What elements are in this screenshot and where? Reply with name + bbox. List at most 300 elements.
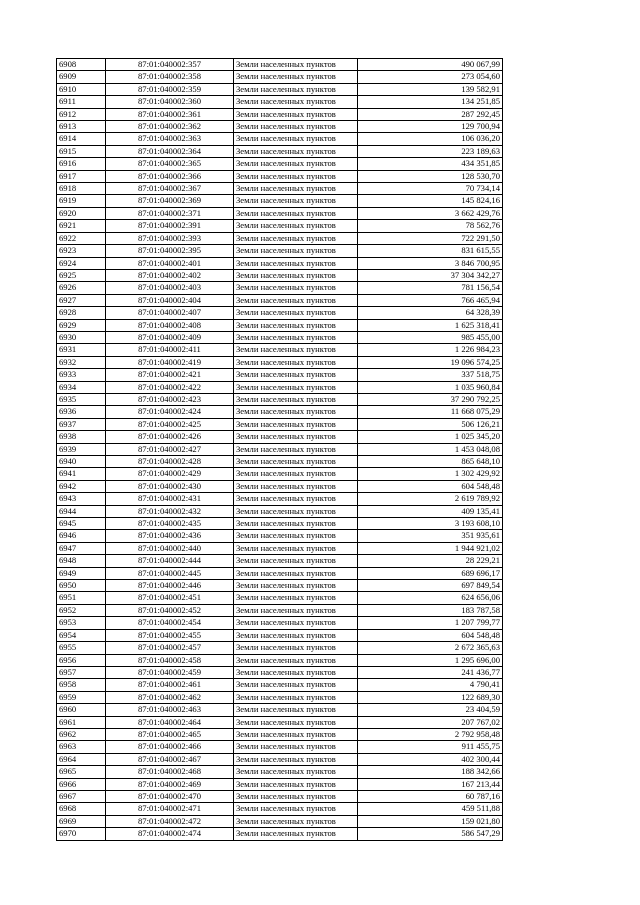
- table-row: [57, 592, 503, 604]
- land-category-cell: Земли населенных пунктов: [234, 59, 358, 71]
- land-category-cell: Земли населенных пунктов: [234, 406, 358, 418]
- row-number-cell: 6945: [57, 518, 106, 530]
- cadastral-number-cell: 87:01:040002:363: [106, 133, 234, 145]
- cadastral-value-cell: 1 944 921,02: [358, 542, 503, 554]
- cadastral-number-cell: 87:01:040002:461: [106, 679, 234, 691]
- row-number-cell: 6933: [57, 369, 106, 381]
- row-number-cell: 6931: [57, 344, 106, 356]
- row-number-cell: 6957: [57, 666, 106, 678]
- cadastral-number-cell: 87:01:040002:426: [106, 431, 234, 443]
- cadastral-value-cell: 188 342,66: [358, 766, 503, 778]
- land-category-cell: Земли населенных пунктов: [234, 170, 358, 182]
- table-row: [57, 431, 503, 443]
- cadastral-value-cell: 106 036,20: [358, 133, 503, 145]
- row-number-cell: 6918: [57, 183, 106, 195]
- land-category-cell: Земли населенных пунктов: [234, 741, 358, 753]
- table-row: [57, 741, 503, 753]
- land-category-cell: Земли населенных пунктов: [234, 220, 358, 232]
- cadastral-value-cell: 781 156,54: [358, 282, 503, 294]
- cadastral-number-cell: 87:01:040002:408: [106, 319, 234, 331]
- table-row: [57, 356, 503, 368]
- cadastral-number-cell: 87:01:040002:472: [106, 815, 234, 827]
- cadastral-number-cell: 87:01:040002:455: [106, 629, 234, 641]
- row-number-cell: 6949: [57, 567, 106, 579]
- cadastral-value-cell: 1 025 345,20: [358, 431, 503, 443]
- land-category-cell: Земли населенных пунктов: [234, 505, 358, 517]
- land-category-cell: Земли населенных пунктов: [234, 654, 358, 666]
- table-body: [57, 59, 503, 841]
- cadastral-value-cell: 183 787,58: [358, 604, 503, 616]
- cadastral-number-cell: 87:01:040002:369: [106, 195, 234, 207]
- land-category-cell: Земли населенных пунктов: [234, 691, 358, 703]
- row-number-cell: 6908: [57, 59, 106, 71]
- cadastral-value-cell: 1 453 048,08: [358, 443, 503, 455]
- cadastral-value-cell: 3 662 429,76: [358, 207, 503, 219]
- table-row: [57, 83, 503, 95]
- cadastral-value-cell: 604 548,48: [358, 629, 503, 641]
- row-number-cell: 6936: [57, 406, 106, 418]
- cadastral-value-cell: 1 207 799,77: [358, 617, 503, 629]
- table-row: [57, 654, 503, 666]
- land-category-cell: Земли населенных пунктов: [234, 344, 358, 356]
- row-number-cell: 6934: [57, 381, 106, 393]
- cadastral-value-cell: 434 351,85: [358, 158, 503, 170]
- table-row: [57, 728, 503, 740]
- table-row: [57, 331, 503, 343]
- cadastral-value-cell: 64 328,39: [358, 307, 503, 319]
- table-row: [57, 778, 503, 790]
- cadastral-value-cell: 1 226 984,23: [358, 344, 503, 356]
- row-number-cell: 6928: [57, 307, 106, 319]
- cadastral-number-cell: 87:01:040002:371: [106, 207, 234, 219]
- cadastral-number-cell: 87:01:040002:365: [106, 158, 234, 170]
- row-number-cell: 6970: [57, 828, 106, 840]
- table-row: [57, 828, 503, 840]
- cadastral-table: [56, 58, 503, 841]
- land-category-cell: Земли населенных пунктов: [234, 480, 358, 492]
- cadastral-value-cell: 223 189,63: [358, 145, 503, 157]
- row-number-cell: 6948: [57, 555, 106, 567]
- cadastral-value-cell: 865 648,10: [358, 456, 503, 468]
- land-category-cell: Земли населенных пунктов: [234, 542, 358, 554]
- cadastral-value-cell: 1 302 429,92: [358, 468, 503, 480]
- table-row: [57, 170, 503, 182]
- cadastral-number-cell: 87:01:040002:421: [106, 369, 234, 381]
- cadastral-value-cell: 145 824,16: [358, 195, 503, 207]
- table-row: [57, 642, 503, 654]
- cadastral-number-cell: 87:01:040002:451: [106, 592, 234, 604]
- table-row: [57, 518, 503, 530]
- row-number-cell: 6944: [57, 505, 106, 517]
- cadastral-value-cell: 23 404,59: [358, 704, 503, 716]
- table-row: [57, 629, 503, 641]
- cadastral-number-cell: 87:01:040002:393: [106, 232, 234, 244]
- row-number-cell: 6935: [57, 393, 106, 405]
- land-category-cell: Земли населенных пунктов: [234, 803, 358, 815]
- cadastral-value-cell: 159 021,80: [358, 815, 503, 827]
- row-number-cell: 6943: [57, 493, 106, 505]
- land-category-cell: Земли населенных пунктов: [234, 108, 358, 120]
- cadastral-number-cell: 87:01:040002:446: [106, 580, 234, 592]
- table-row: [57, 59, 503, 71]
- cadastral-value-cell: 134 251,85: [358, 96, 503, 108]
- cadastral-value-cell: 490 067,99: [358, 59, 503, 71]
- cadastral-value-cell: 2 672 365,63: [358, 642, 503, 654]
- land-category-cell: Земли населенных пунктов: [234, 269, 358, 281]
- cadastral-number-cell: 87:01:040002:468: [106, 766, 234, 778]
- cadastral-number-cell: 87:01:040002:359: [106, 83, 234, 95]
- row-number-cell: 6968: [57, 803, 106, 815]
- table-row: [57, 344, 503, 356]
- row-number-cell: 6966: [57, 778, 106, 790]
- cadastral-number-cell: 87:01:040002:403: [106, 282, 234, 294]
- row-number-cell: 6923: [57, 245, 106, 257]
- row-number-cell: 6916: [57, 158, 106, 170]
- row-number-cell: 6959: [57, 691, 106, 703]
- row-number-cell: 6939: [57, 443, 106, 455]
- table-row: [57, 691, 503, 703]
- cadastral-value-cell: 207 767,02: [358, 716, 503, 728]
- table-row: [57, 158, 503, 170]
- row-number-cell: 6951: [57, 592, 106, 604]
- cadastral-value-cell: 3 193 608,10: [358, 518, 503, 530]
- row-number-cell: 6915: [57, 145, 106, 157]
- cadastral-number-cell: 87:01:040002:391: [106, 220, 234, 232]
- row-number-cell: 6953: [57, 617, 106, 629]
- table-row: [57, 71, 503, 83]
- table-row: [57, 567, 503, 579]
- table-row: [57, 505, 503, 517]
- cadastral-value-cell: 37 290 792,25: [358, 393, 503, 405]
- cadastral-number-cell: 87:01:040002:360: [106, 96, 234, 108]
- cadastral-value-cell: 241 436,77: [358, 666, 503, 678]
- table-row: [57, 121, 503, 133]
- cadastral-number-cell: 87:01:040002:427: [106, 443, 234, 455]
- table-row: [57, 319, 503, 331]
- land-category-cell: Земли населенных пунктов: [234, 307, 358, 319]
- land-category-cell: Земли населенных пунктов: [234, 369, 358, 381]
- row-number-cell: 6919: [57, 195, 106, 207]
- row-number-cell: 6965: [57, 766, 106, 778]
- cadastral-value-cell: 402 300,44: [358, 753, 503, 765]
- cadastral-value-cell: 11 668 075,29: [358, 406, 503, 418]
- table-row: [57, 666, 503, 678]
- land-category-cell: Земли населенных пунктов: [234, 828, 358, 840]
- cadastral-number-cell: 87:01:040002:402: [106, 269, 234, 281]
- table-row: [57, 145, 503, 157]
- cadastral-value-cell: 697 849,54: [358, 580, 503, 592]
- table-row: [57, 803, 503, 815]
- land-category-cell: Земли населенных пунктов: [234, 443, 358, 455]
- cadastral-number-cell: 87:01:040002:471: [106, 803, 234, 815]
- cadastral-number-cell: 87:01:040002:407: [106, 307, 234, 319]
- table-row: [57, 108, 503, 120]
- table-row: [57, 96, 503, 108]
- cadastral-number-cell: 87:01:040002:364: [106, 145, 234, 157]
- cadastral-number-cell: 87:01:040002:454: [106, 617, 234, 629]
- cadastral-number-cell: 87:01:040002:464: [106, 716, 234, 728]
- cadastral-value-cell: 128 530,70: [358, 170, 503, 182]
- cadastral-value-cell: 506 126,21: [358, 418, 503, 430]
- land-category-cell: Земли населенных пунктов: [234, 567, 358, 579]
- land-category-cell: Земли населенных пунктов: [234, 728, 358, 740]
- cadastral-number-cell: 87:01:040002:401: [106, 257, 234, 269]
- cadastral-number-cell: 87:01:040002:469: [106, 778, 234, 790]
- cadastral-number-cell: 87:01:040002:474: [106, 828, 234, 840]
- cadastral-value-cell: 689 696,17: [358, 567, 503, 579]
- land-category-cell: Земли населенных пунктов: [234, 431, 358, 443]
- cadastral-value-cell: 273 054,60: [358, 71, 503, 83]
- cadastral-value-cell: 167 213,44: [358, 778, 503, 790]
- row-number-cell: 6938: [57, 431, 106, 443]
- table-row: [57, 679, 503, 691]
- cadastral-value-cell: 3 846 700,95: [358, 257, 503, 269]
- row-number-cell: 6955: [57, 642, 106, 654]
- cadastral-value-cell: 78 562,76: [358, 220, 503, 232]
- table-row: [57, 406, 503, 418]
- row-number-cell: 6930: [57, 331, 106, 343]
- land-category-cell: Земли населенных пунктов: [234, 815, 358, 827]
- cadastral-value-cell: 722 291,50: [358, 232, 503, 244]
- cadastral-number-cell: 87:01:040002:466: [106, 741, 234, 753]
- table-row: [57, 443, 503, 455]
- row-number-cell: 6956: [57, 654, 106, 666]
- land-category-cell: Земли населенных пунктов: [234, 592, 358, 604]
- cadastral-number-cell: 87:01:040002:431: [106, 493, 234, 505]
- cadastral-number-cell: 87:01:040002:462: [106, 691, 234, 703]
- row-number-cell: 6947: [57, 542, 106, 554]
- land-category-cell: Земли населенных пунктов: [234, 121, 358, 133]
- cadastral-number-cell: 87:01:040002:445: [106, 567, 234, 579]
- row-number-cell: 6911: [57, 96, 106, 108]
- table-row: [57, 493, 503, 505]
- table-row: [57, 753, 503, 765]
- table-row: [57, 456, 503, 468]
- land-category-cell: Земли населенных пунктов: [234, 183, 358, 195]
- table-row: [57, 480, 503, 492]
- cadastral-number-cell: 87:01:040002:436: [106, 530, 234, 542]
- row-number-cell: 6967: [57, 790, 106, 802]
- cadastral-value-cell: 1 295 696,00: [358, 654, 503, 666]
- cadastral-number-cell: 87:01:040002:357: [106, 59, 234, 71]
- cadastral-value-cell: 4 790,41: [358, 679, 503, 691]
- cadastral-value-cell: 70 734,14: [358, 183, 503, 195]
- cadastral-value-cell: 624 656,06: [358, 592, 503, 604]
- land-category-cell: Земли населенных пунктов: [234, 753, 358, 765]
- land-category-cell: Земли населенных пунктов: [234, 282, 358, 294]
- table-row: [57, 294, 503, 306]
- land-category-cell: Земли населенных пунктов: [234, 294, 358, 306]
- cadastral-number-cell: 87:01:040002:452: [106, 604, 234, 616]
- cadastral-number-cell: 87:01:040002:395: [106, 245, 234, 257]
- land-category-cell: Земли населенных пунктов: [234, 207, 358, 219]
- cadastral-number-cell: 87:01:040002:429: [106, 468, 234, 480]
- land-category-cell: Земли населенных пунктов: [234, 790, 358, 802]
- row-number-cell: 6929: [57, 319, 106, 331]
- cadastral-value-cell: 351 935,61: [358, 530, 503, 542]
- table-row: [57, 790, 503, 802]
- row-number-cell: 6962: [57, 728, 106, 740]
- land-category-cell: Земли населенных пунктов: [234, 71, 358, 83]
- land-category-cell: Земли населенных пунктов: [234, 530, 358, 542]
- land-category-cell: Земли населенных пунктов: [234, 356, 358, 368]
- land-category-cell: Земли населенных пунктов: [234, 96, 358, 108]
- table-row: [57, 604, 503, 616]
- cadastral-number-cell: 87:01:040002:422: [106, 381, 234, 393]
- cadastral-number-cell: 87:01:040002:424: [106, 406, 234, 418]
- cadastral-value-cell: 766 465,94: [358, 294, 503, 306]
- table-row: [57, 393, 503, 405]
- land-category-cell: Земли населенных пунктов: [234, 195, 358, 207]
- row-number-cell: 6917: [57, 170, 106, 182]
- cadastral-value-cell: 60 787,16: [358, 790, 503, 802]
- land-category-cell: Земли населенных пунктов: [234, 145, 358, 157]
- land-category-cell: Земли населенных пунктов: [234, 232, 358, 244]
- row-number-cell: 6910: [57, 83, 106, 95]
- table-row: [57, 369, 503, 381]
- row-number-cell: 6950: [57, 580, 106, 592]
- table-row: [57, 245, 503, 257]
- land-category-cell: Земли населенных пунктов: [234, 418, 358, 430]
- cadastral-value-cell: 2 619 789,92: [358, 493, 503, 505]
- table-row: [57, 468, 503, 480]
- row-number-cell: 6952: [57, 604, 106, 616]
- cadastral-number-cell: 87:01:040002:458: [106, 654, 234, 666]
- row-number-cell: 6921: [57, 220, 106, 232]
- cadastral-number-cell: 87:01:040002:440: [106, 542, 234, 554]
- table-row: [57, 195, 503, 207]
- table-row: [57, 381, 503, 393]
- land-category-cell: Земли населенных пунктов: [234, 319, 358, 331]
- document-page: [56, 58, 502, 841]
- row-number-cell: 6912: [57, 108, 106, 120]
- table-row: [57, 183, 503, 195]
- row-number-cell: 6926: [57, 282, 106, 294]
- land-category-cell: Земли населенных пунктов: [234, 468, 358, 480]
- cadastral-number-cell: 87:01:040002:367: [106, 183, 234, 195]
- land-category-cell: Земли населенных пунктов: [234, 133, 358, 145]
- land-category-cell: Земли населенных пунктов: [234, 617, 358, 629]
- row-number-cell: 6964: [57, 753, 106, 765]
- cadastral-number-cell: 87:01:040002:411: [106, 344, 234, 356]
- cadastral-value-cell: 1 035 960,84: [358, 381, 503, 393]
- row-number-cell: 6954: [57, 629, 106, 641]
- cadastral-number-cell: 87:01:040002:465: [106, 728, 234, 740]
- cadastral-number-cell: 87:01:040002:428: [106, 456, 234, 468]
- cadastral-value-cell: 287 292,45: [358, 108, 503, 120]
- cadastral-value-cell: 459 511,88: [358, 803, 503, 815]
- land-category-cell: Земли населенных пунктов: [234, 518, 358, 530]
- land-category-cell: Земли населенных пунктов: [234, 331, 358, 343]
- cadastral-value-cell: 1 625 318,41: [358, 319, 503, 331]
- cadastral-number-cell: 87:01:040002:409: [106, 331, 234, 343]
- row-number-cell: 6927: [57, 294, 106, 306]
- cadastral-number-cell: 87:01:040002:366: [106, 170, 234, 182]
- table-row: [57, 269, 503, 281]
- cadastral-value-cell: 337 518,75: [358, 369, 503, 381]
- table-row: [57, 580, 503, 592]
- row-number-cell: 6960: [57, 704, 106, 716]
- row-number-cell: 6937: [57, 418, 106, 430]
- row-number-cell: 6958: [57, 679, 106, 691]
- row-number-cell: 6969: [57, 815, 106, 827]
- cadastral-value-cell: 604 548,48: [358, 480, 503, 492]
- land-category-cell: Земли населенных пунктов: [234, 158, 358, 170]
- land-category-cell: Земли населенных пунктов: [234, 766, 358, 778]
- land-category-cell: Земли населенных пунктов: [234, 456, 358, 468]
- row-number-cell: 6914: [57, 133, 106, 145]
- row-number-cell: 6961: [57, 716, 106, 728]
- land-category-cell: Земли населенных пунктов: [234, 393, 358, 405]
- table-row: [57, 716, 503, 728]
- land-category-cell: Земли населенных пунктов: [234, 778, 358, 790]
- cadastral-number-cell: 87:01:040002:425: [106, 418, 234, 430]
- table-row: [57, 220, 503, 232]
- table-row: [57, 704, 503, 716]
- cadastral-number-cell: 87:01:040002:459: [106, 666, 234, 678]
- table-row: [57, 766, 503, 778]
- table-row: [57, 617, 503, 629]
- row-number-cell: 6941: [57, 468, 106, 480]
- row-number-cell: 6942: [57, 480, 106, 492]
- land-category-cell: Земли населенных пунктов: [234, 83, 358, 95]
- cadastral-value-cell: 2 792 958,48: [358, 728, 503, 740]
- land-category-cell: Земли населенных пунктов: [234, 555, 358, 567]
- table-row: [57, 232, 503, 244]
- cadastral-value-cell: 19 096 574,25: [358, 356, 503, 368]
- row-number-cell: 6925: [57, 269, 106, 281]
- row-number-cell: 6932: [57, 356, 106, 368]
- table-row: [57, 133, 503, 145]
- table-row: [57, 555, 503, 567]
- cadastral-value-cell: 129 700,94: [358, 121, 503, 133]
- row-number-cell: 6946: [57, 530, 106, 542]
- land-category-cell: Земли населенных пунктов: [234, 666, 358, 678]
- cadastral-number-cell: 87:01:040002:457: [106, 642, 234, 654]
- table-row: [57, 815, 503, 827]
- land-category-cell: Земли населенных пунктов: [234, 679, 358, 691]
- cadastral-value-cell: 28 229,21: [358, 555, 503, 567]
- cadastral-number-cell: 87:01:040002:361: [106, 108, 234, 120]
- cadastral-number-cell: 87:01:040002:432: [106, 505, 234, 517]
- land-category-cell: Земли населенных пунктов: [234, 580, 358, 592]
- land-category-cell: Земли населенных пунктов: [234, 629, 358, 641]
- cadastral-number-cell: 87:01:040002:444: [106, 555, 234, 567]
- table-row: [57, 207, 503, 219]
- cadastral-value-cell: 911 455,75: [358, 741, 503, 753]
- row-number-cell: 6920: [57, 207, 106, 219]
- cadastral-number-cell: 87:01:040002:419: [106, 356, 234, 368]
- cadastral-number-cell: 87:01:040002:435: [106, 518, 234, 530]
- cadastral-value-cell: 586 547,29: [358, 828, 503, 840]
- cadastral-number-cell: 87:01:040002:430: [106, 480, 234, 492]
- row-number-cell: 6909: [57, 71, 106, 83]
- table-row: [57, 418, 503, 430]
- land-category-cell: Земли населенных пунктов: [234, 642, 358, 654]
- table-row: [57, 257, 503, 269]
- land-category-cell: Земли населенных пунктов: [234, 704, 358, 716]
- cadastral-number-cell: 87:01:040002:470: [106, 790, 234, 802]
- cadastral-value-cell: 139 582,91: [358, 83, 503, 95]
- table-row: [57, 282, 503, 294]
- land-category-cell: Земли населенных пунктов: [234, 493, 358, 505]
- land-category-cell: Земли населенных пунктов: [234, 604, 358, 616]
- row-number-cell: 6924: [57, 257, 106, 269]
- land-category-cell: Земли населенных пунктов: [234, 245, 358, 257]
- table-row: [57, 307, 503, 319]
- cadastral-number-cell: 87:01:040002:467: [106, 753, 234, 765]
- land-category-cell: Земли населенных пунктов: [234, 716, 358, 728]
